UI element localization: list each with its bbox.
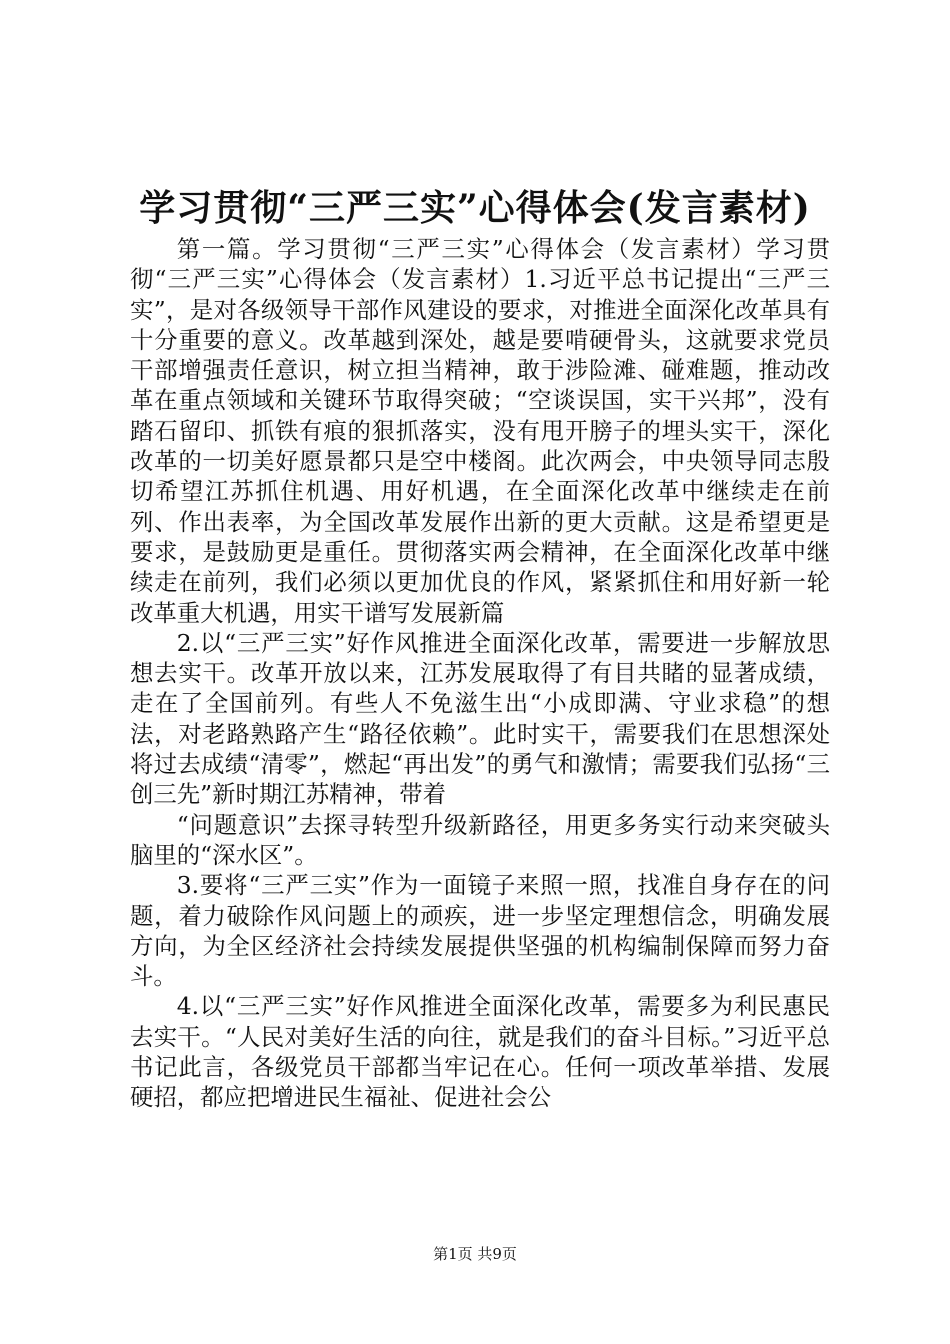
document-body — [130, 234, 830, 1113]
paragraph-2: 2.以“三严三实”好作风推进全面深化改革，需要进一步解放思想去实干。改革开放以来，江苏发展取得了有目共睹的显著成绩，走在了全国前列。有些人不免滋生出“小成即满、守业求稳”的想法，对老路熟路产生“路径依赖”。此时实干，需要我们在思想深处将过去成绩“清零”，燃起“再出发”的勇气和激情；需要我们弘扬“三创三先”新时期江苏精神，带着 — [130, 628, 830, 809]
paragraph-4: 3.要将“三严三实”作为一面镜子来照一照，找准自身存在的问题，着力破除作风问题上的顽疾，进一步坚定理想信念，明确发展方向，为全区经济社会持续发展提供坚强的机构编制保障而努力奋斗。 — [130, 871, 830, 991]
paragraph-3: “问题意识”去探寻转型升级新路径，用更多务实行动来突破头脑里的“深水区”。 — [130, 810, 830, 869]
paragraph-5: 4.以“三严三实”好作风推进全面深化改革，需要多为利民惠民去实干。“人民对美好生活的向往，就是我们的奋斗目标。”习近平总书记此言，各级党员干部都当牢记在心。任何一项改革举措、发展硬招，都应把增进民生福祉、促进社会公 — [130, 992, 830, 1112]
page-number-footer: 第1页 共9页 — [433, 1245, 517, 1263]
document-title: 学习贯彻“三严三实”心得体会(发言素材) — [139, 187, 811, 229]
paragraph-1: 第一篇。学习贯彻“三严三实”心得体会（发言素材）学习贯彻“三严三实”心得体会（发言素材）1.习近平总书记提出“三严三实”，是对各级领导干部作风建设的要求，对推进全面深化改革具有十分重要的意义。改革越到深处，越是要啃硬骨头，这就要求党员干部增强责任意识，树立担当精神，敢于涉险滩、碰难题，推动改革在重点领域和关键环节取得突破；“空谈误国，实干兴邦”，没有踏石留印、抓铁有痕的狠抓落实，没有甩开膀子的埋头实干，深化改革的一切美好愿景都只是空中楼阁。此次两会，中央领导同志殷切希望江苏抓住机遇、用好机遇，在全面深化改革中继续走在前列、作出表率，为全国改革发展作出新的更大贡献。这是希望更是要求，是鼓励更是重任。贯彻落实两会精神，在全面深化改革中继续走在前列，我们必须以更加优良的作风，紧紧抓住和用好新一轮改革重大机遇，用实干谱写发展新篇 — [130, 235, 830, 627]
